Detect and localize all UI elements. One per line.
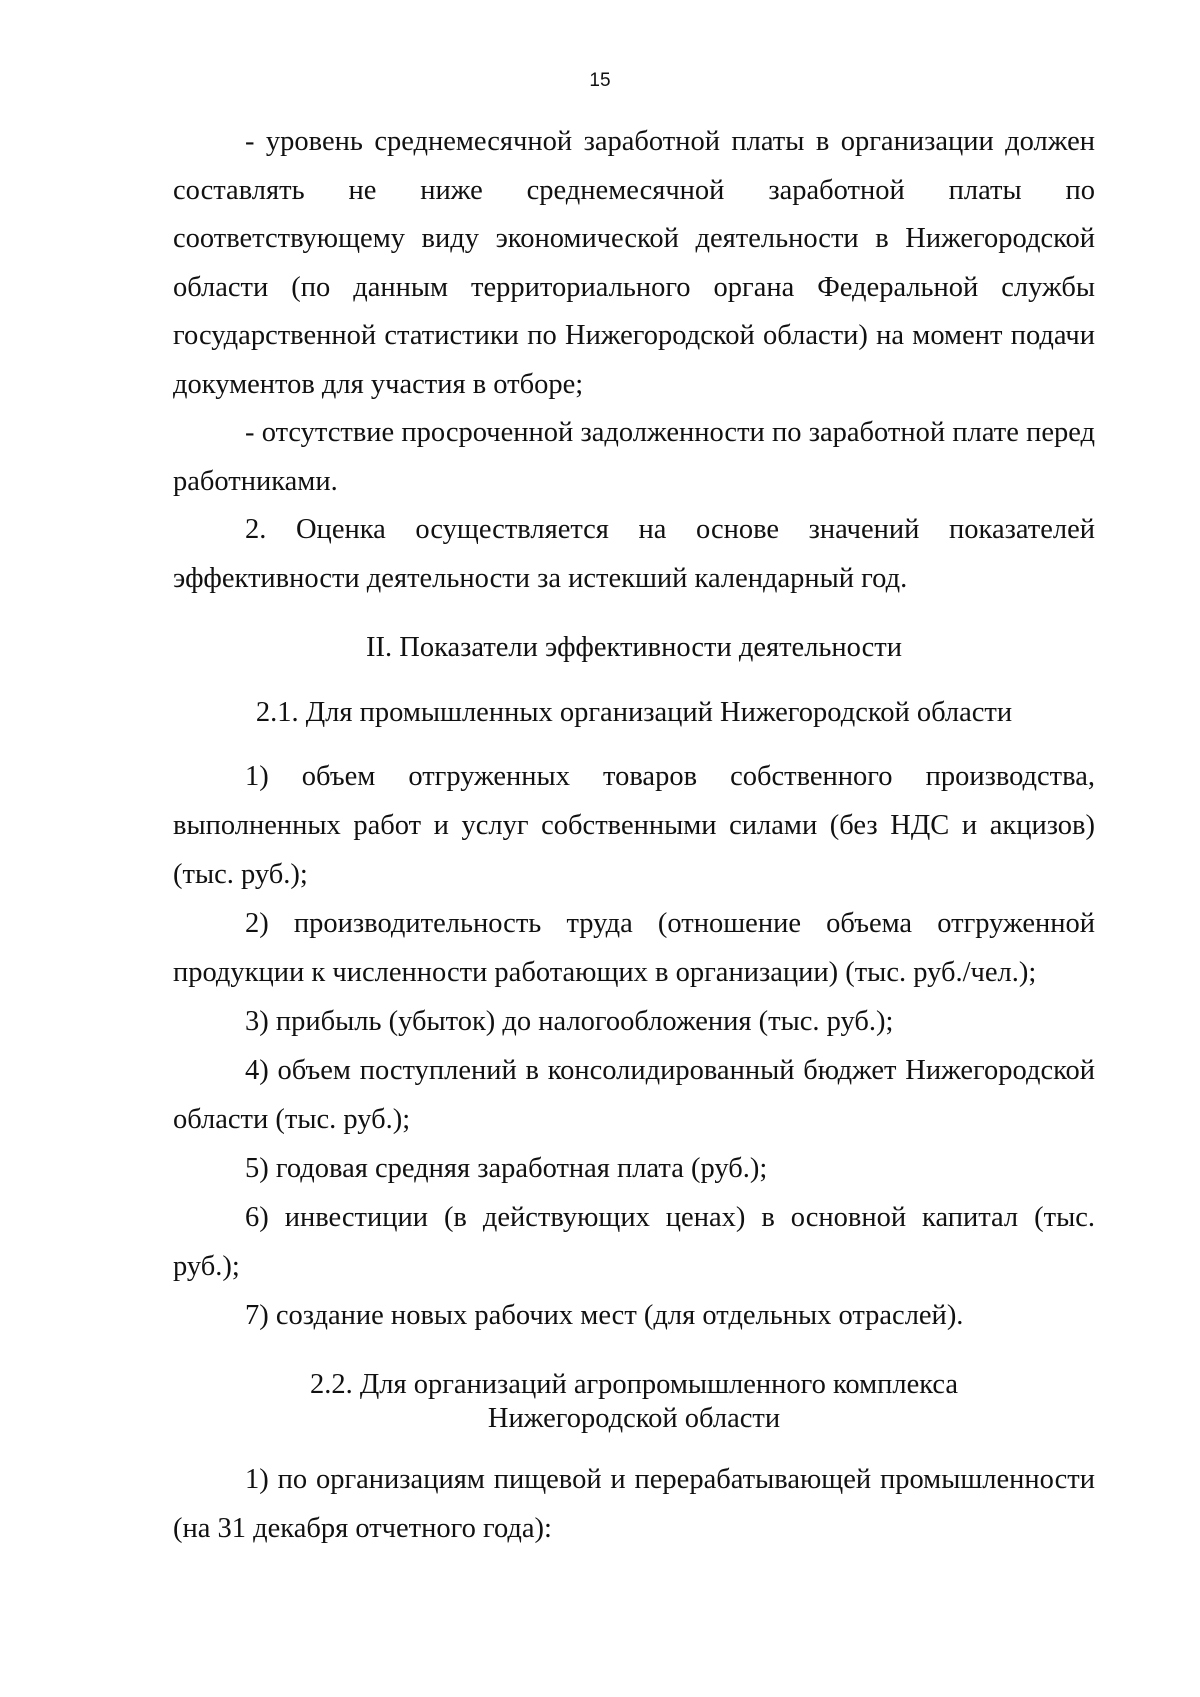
paragraph-no-arrears: - отсутствие просроченной задолженности по заработной плате перед работниками. [173,417,1095,497]
section-title: II. Показатели эффективности деятельности [366,632,902,663]
paragraph-assessment-basis: 2. Оценка осуществляется на основе значений показателей эффективности деятельности за истекший календарный год. [173,514,1095,594]
subsection-title-agro-line1: 2.2. Для организаций агропромышленного комплекса [309,1369,959,1400]
document-body [173,118,1095,1553]
list-item-investments: 6) инвестиции (в действующих ценах) в основной капитал (тыс. руб.); [173,1202,1095,1282]
list-item-shipped-goods: 1) объем отгруженных товаров собственного производства, выполненных работ и услуг собственными силами (без НДС и акцизов) (тыс. руб.); [173,761,1095,890]
subsection-title-industrial: 2.1. Для промышленных организаций Нижегородской области [255,696,1013,728]
list-item-budget-revenue: 4) объем поступлений в консолидированный бюджет Нижегородской области (тыс. руб.); [173,1055,1095,1135]
page-number: 15 [589,70,611,91]
list-item-profit: 3) прибыль (убыток) до налогообложения (тыс. руб.); [245,1006,894,1037]
subsection-title-agro-line2: Нижегородской области [487,1403,781,1434]
paragraph-salary-level: - уровень среднемесячной заработной платы в организации должен составлять не ниже среднемесячной заработной платы по соответствующему виду экономической деятельности в Нижегородской области (по данным территориального органа Федеральной службы государственной статистики по Нижегородской области) на момент подачи документов для участия в отборе; [173,126,1095,400]
list-item-new-jobs: 7) создание новых рабочих мест (для отдельных отраслей). [245,1300,964,1331]
list-item-food-industry: 1) по организациям пищевой и перерабатывающей промышленности (на 31 декабря отчетного года): [173,1464,1095,1544]
list-item-average-salary: 5) годовая средняя заработная плата (руб.); [245,1153,768,1184]
list-item-labor-productivity: 2) производительность труда (отношение объема отгруженной продукции к численности работающих в организации) (тыс. руб./чел.); [173,908,1095,988]
